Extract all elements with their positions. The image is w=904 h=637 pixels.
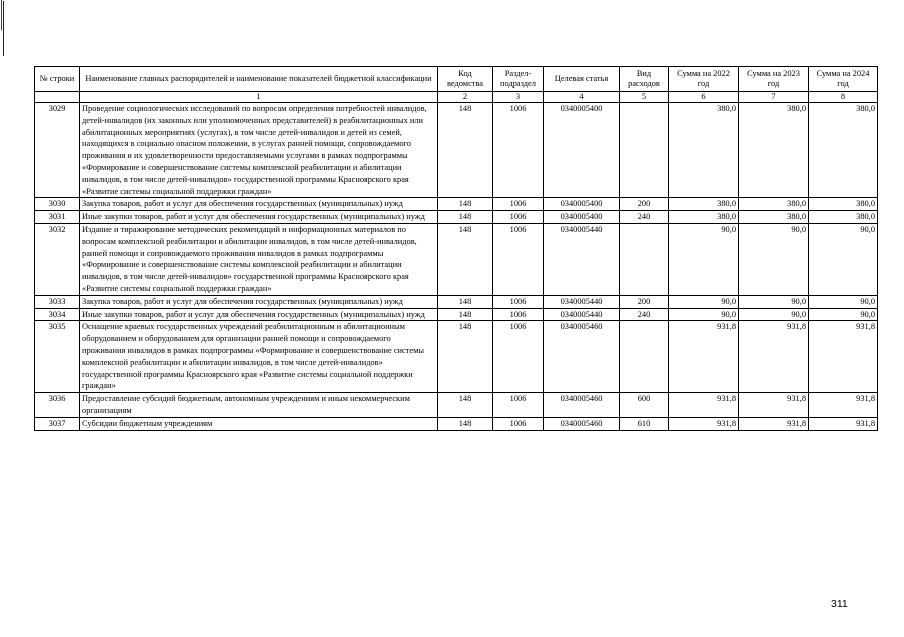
table-row <box>35 295 878 308</box>
sum-2024: 380,0 <box>809 198 878 211</box>
row-number: 3036 <box>35 393 80 418</box>
expense-type: 240 <box>620 211 669 224</box>
expense-type: 200 <box>620 295 669 308</box>
sum-2024: 380,0 <box>809 103 878 198</box>
section-code: 1006 <box>493 211 544 224</box>
department-code: 148 <box>438 211 493 224</box>
table-row <box>35 198 878 211</box>
row-name: Закупка товаров, работ и услуг для обеспечения государственных (муниципальных) нужд <box>80 198 438 211</box>
row-name: Закупка товаров, работ и услуг для обеспечения государственных (муниципальных) нужд <box>80 295 438 308</box>
target-article: 0340005400 <box>544 211 620 224</box>
column-number: 7 <box>739 92 809 103</box>
row-number: 3029 <box>35 103 80 198</box>
sum-2023: 90,0 <box>739 223 809 295</box>
department-code: 148 <box>438 198 493 211</box>
scan-artifact-line <box>3 1 4 56</box>
expense-type: 610 <box>620 417 669 430</box>
department-code: 148 <box>438 393 493 418</box>
table-row <box>35 211 878 224</box>
table-row <box>35 321 878 393</box>
row-name: Проведение социологических исследований по вопросам определения потребностей инвалидов, детей-инвалидов (их законных или уполномоченных представителей) в реабилитационных или абилитационных мероприятиях (услугах), в том числе детей-инвалидов и детей из семей, находящихся в социально опасном положении, в услугах ранней помощи, сопровождаемого проживания и их удовлетворенности предоставляемыми услугами в рамках подпрограммы «Формирование и совершенствование системы комплексной реабилитации и абилитации инвалидов, в том числе детей-инвалидов» государственной программы Красноярского края «Развитие системы социальной поддержки граждан» <box>80 103 438 198</box>
header-row-number: № строки <box>35 67 80 92</box>
sum-2022: 90,0 <box>669 223 739 295</box>
table-row <box>35 308 878 321</box>
department-code: 148 <box>438 223 493 295</box>
expense-type <box>620 223 669 295</box>
sum-2022: 380,0 <box>669 198 739 211</box>
sum-2023: 931,8 <box>739 321 809 393</box>
column-number: 3 <box>493 92 544 103</box>
target-article: 0340005440 <box>544 308 620 321</box>
department-code: 148 <box>438 417 493 430</box>
row-number: 3031 <box>35 211 80 224</box>
section-code: 1006 <box>493 308 544 321</box>
sum-2022: 380,0 <box>669 211 739 224</box>
sum-2022: 380,0 <box>669 103 739 198</box>
sum-2023: 931,8 <box>739 417 809 430</box>
target-article: 0340005440 <box>544 223 620 295</box>
row-name: Иные закупки товаров, работ и услуг для обеспечения государственных (муниципальных) нужд <box>80 308 438 321</box>
table-header <box>35 67 878 103</box>
row-name: Иные закупки товаров, работ и услуг для обеспечения государственных (муниципальных) нужд <box>80 211 438 224</box>
sum-2023: 90,0 <box>739 295 809 308</box>
expense-type: 600 <box>620 393 669 418</box>
header-sum-2022: Сумма на 2022 год <box>669 67 739 92</box>
table-row <box>35 417 878 430</box>
scan-artifact-line <box>1 0 2 30</box>
target-article: 0340005440 <box>544 295 620 308</box>
row-number: 3033 <box>35 295 80 308</box>
section-code: 1006 <box>493 198 544 211</box>
row-number: 3037 <box>35 417 80 430</box>
page-number: 311 <box>831 598 848 610</box>
section-code: 1006 <box>493 223 544 295</box>
section-code: 1006 <box>493 393 544 418</box>
column-number: 6 <box>669 92 739 103</box>
sum-2022: 90,0 <box>669 295 739 308</box>
department-code: 148 <box>438 103 493 198</box>
table-row <box>35 103 878 198</box>
sum-2023: 90,0 <box>739 308 809 321</box>
header-sum-2023: Сумма на 2023 год <box>739 67 809 92</box>
sum-2023: 931,8 <box>739 393 809 418</box>
sum-2023: 380,0 <box>739 103 809 198</box>
row-name: Предоставление субсидий бюджетным, автономным учреждениям и иным некоммерческим организациям <box>80 393 438 418</box>
sum-2023: 380,0 <box>739 211 809 224</box>
budget-table <box>34 66 878 431</box>
row-number: 3030 <box>35 198 80 211</box>
sum-2022: 931,8 <box>669 321 739 393</box>
expense-type <box>620 321 669 393</box>
column-number: 8 <box>809 92 878 103</box>
row-number: 3032 <box>35 223 80 295</box>
header-expense-type: Вид расходов <box>620 67 669 92</box>
target-article: 0340005460 <box>544 321 620 393</box>
header-name: Наименование главных распорядителей и наименование показателей бюджетной классификации <box>80 67 438 92</box>
sum-2022: 931,8 <box>669 393 739 418</box>
sum-2024: 90,0 <box>809 295 878 308</box>
sum-2024: 931,8 <box>809 393 878 418</box>
sum-2022: 931,8 <box>669 417 739 430</box>
table-row <box>35 393 878 418</box>
section-code: 1006 <box>493 321 544 393</box>
target-article: 0340005400 <box>544 198 620 211</box>
section-code: 1006 <box>493 417 544 430</box>
expense-type: 240 <box>620 308 669 321</box>
department-code: 148 <box>438 321 493 393</box>
target-article: 0340005460 <box>544 417 620 430</box>
section-code: 1006 <box>493 103 544 198</box>
row-name: Субсидии бюджетным учреждениям <box>80 417 438 430</box>
sum-2024: 90,0 <box>809 308 878 321</box>
header-department-code: Код ведомства <box>438 67 493 92</box>
department-code: 148 <box>438 295 493 308</box>
column-number-row <box>35 92 878 103</box>
department-code: 148 <box>438 308 493 321</box>
column-number: 5 <box>620 92 669 103</box>
row-number: 3034 <box>35 308 80 321</box>
sum-2024: 931,8 <box>809 321 878 393</box>
header-target-article: Целевая статья <box>544 67 620 92</box>
sum-2024: 931,8 <box>809 417 878 430</box>
column-number: 4 <box>544 92 620 103</box>
target-article: 0340005400 <box>544 103 620 198</box>
column-number <box>35 92 80 103</box>
expense-type <box>620 103 669 198</box>
expense-type: 200 <box>620 198 669 211</box>
target-article: 0340005460 <box>544 393 620 418</box>
sum-2024: 380,0 <box>809 211 878 224</box>
table-body <box>35 103 878 431</box>
column-number: 2 <box>438 92 493 103</box>
row-name: Оснащение краевых государственных учреждений реабилитационным и абилитационным оборудованием и оборудованием для организации ранней помощи и сопровождаемого проживания инвалидов в рамках подпрограммы «Формирование и совершенствование системы комплексной реабилитации и абилитации инвалидов, в том числе детей-инвалидов» государственной программы Красноярского края «Развитие системы социальной поддержки граждан» <box>80 321 438 393</box>
sum-2024: 90,0 <box>809 223 878 295</box>
row-name: Издание и тиражирование методических рекомендаций и информационных материалов по вопросам комплексной реабилитации и абилитации инвалидов, в том числе детей-инвалидов, ранней помощи и сопровождаемого проживания инвалидов в рамках подпрограммы «Формирование и совершенствование системы комплексной реабилитации и абилитации инвалидов, в том числе детей-инвалидов» государственной программы Красноярского края «Развитие системы социальной поддержки граждан» <box>80 223 438 295</box>
table-row <box>35 223 878 295</box>
row-number: 3035 <box>35 321 80 393</box>
header-section: Раздел-подраздел <box>493 67 544 92</box>
header-sum-2024: Сумма на 2024 год <box>809 67 878 92</box>
column-number: 1 <box>80 92 438 103</box>
section-code: 1006 <box>493 295 544 308</box>
sum-2023: 380,0 <box>739 198 809 211</box>
sum-2022: 90,0 <box>669 308 739 321</box>
